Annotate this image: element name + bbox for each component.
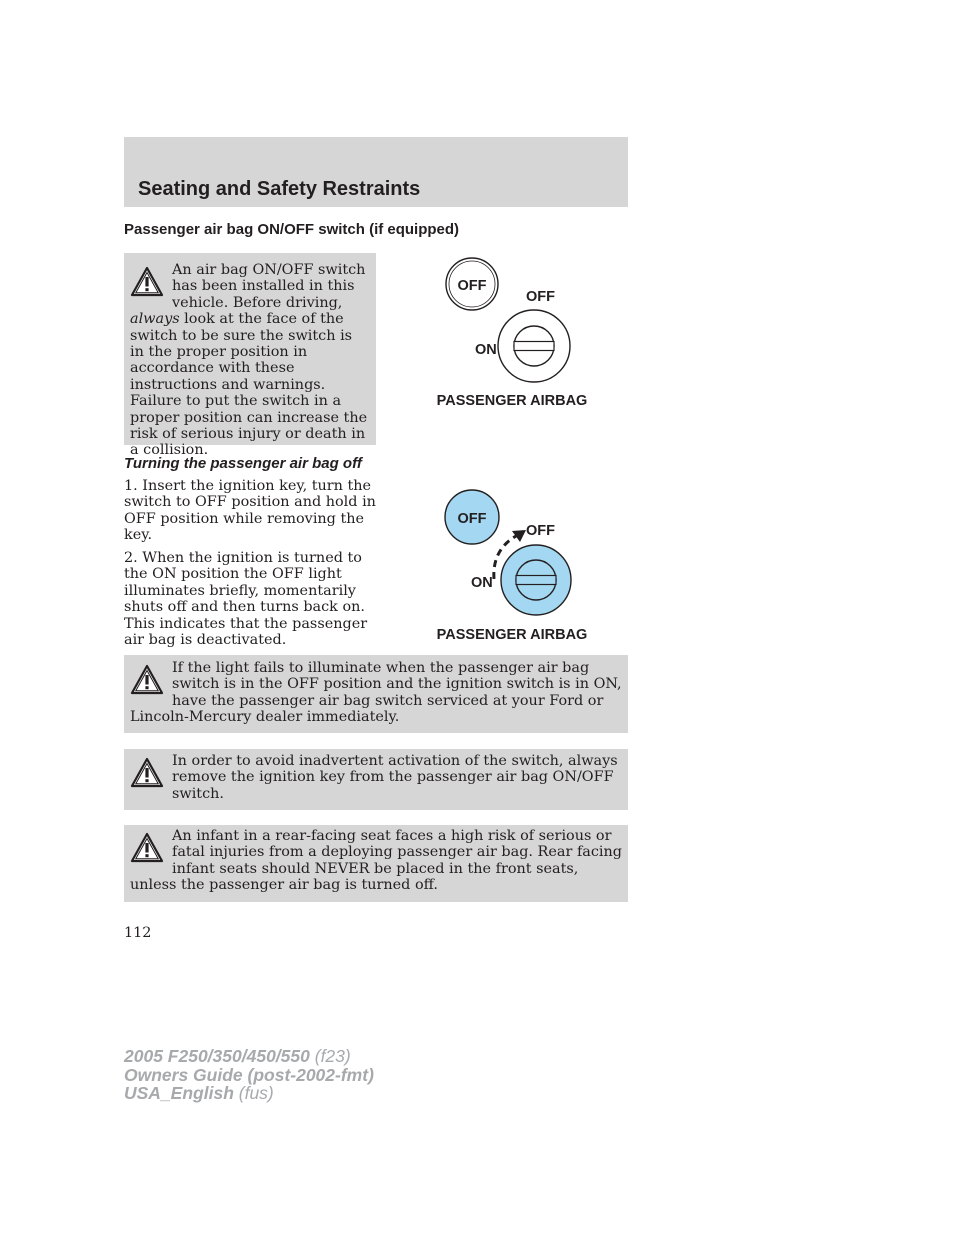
- step-2-text: 2. When the ignition is turned to the ON position the OFF light illuminates briefly, momentarily shuts off and then turns back on. This indicates that the passenger air bag is deactivated.: [124, 550, 368, 649]
- diagram-caption: PASSENGER AIRBAG: [436, 627, 588, 643]
- footer-language: USA_English: [124, 1083, 234, 1103]
- warning-triangle-icon: [130, 664, 164, 696]
- switch-diagram-on: [436, 250, 596, 412]
- section-title: Seating and Safety Restraints: [138, 178, 421, 200]
- warning-text: In order to avoid inadvertent activation of the switch, always remove the ignition key from the passenger air bag ON/OFF switch.: [172, 753, 618, 802]
- document-footer: [124, 1047, 374, 1103]
- warning-box-switch: [124, 253, 376, 459]
- warning-triangle-icon: [130, 757, 164, 789]
- warning-text: An infant in a rear-facing seat faces a high risk of serious or fatal injuries from a deploying passenger air bag. Rear facing infant seats should NEVER be placed in the front seats, unless the passenger air bag is turned off.: [130, 828, 622, 894]
- header-band: [124, 137, 628, 207]
- warning-triangle-icon: [130, 266, 164, 298]
- footer-language-code: (fus): [233, 1083, 274, 1103]
- indicator-light-label: OFF: [457, 278, 487, 294]
- footer-model-code: (f23): [309, 1046, 351, 1066]
- emphasis-always: always: [130, 311, 180, 328]
- warning-text: If the light fails to illuminate when the passenger air bag switch is in the OFF position and the ignition switch is in ON, have the passenger air bag switch serviced at your Ford or Lincoln-Mercury dealer immediately.: [130, 660, 622, 726]
- page-number: 112: [124, 925, 152, 941]
- warning-box-light-fails: [124, 655, 628, 733]
- footer-guide: Owners Guide (post-2002-fmt): [124, 1064, 374, 1085]
- footer-model: 2005 F250/350/450/550: [124, 1046, 310, 1066]
- diagram-caption: PASSENGER AIRBAG: [436, 393, 588, 409]
- warning-text: An air bag ON/OFF switch has been installed in this vehicle. Before driving, always look at the face of the switch to be sure the switch is in the proper position in accordance with these instructions and warnings. Failure to put the switch in a proper position can increase the risk of serious injury or death in a collision.: [130, 262, 368, 459]
- indicator-light-label: OFF: [457, 511, 487, 527]
- warning-box-infant-seat: [124, 825, 628, 902]
- section-heading: Passenger air bag ON/OFF switch (if equipped): [124, 221, 460, 238]
- switch-diagram-off: [436, 484, 596, 646]
- on-position-label: ON: [475, 342, 497, 358]
- warning-triangle-icon: [130, 832, 164, 864]
- on-position-label: ON: [471, 575, 493, 591]
- step-1-text: 1. Insert the ignition key, turn the switch to OFF position and hold in OFF position while removing the key.: [124, 478, 376, 544]
- warning-box-remove-key: [124, 749, 628, 810]
- subsection-heading: Turning the passenger air bag off: [124, 455, 362, 472]
- off-position-label: OFF: [526, 523, 555, 539]
- off-position-label: OFF: [526, 289, 555, 305]
